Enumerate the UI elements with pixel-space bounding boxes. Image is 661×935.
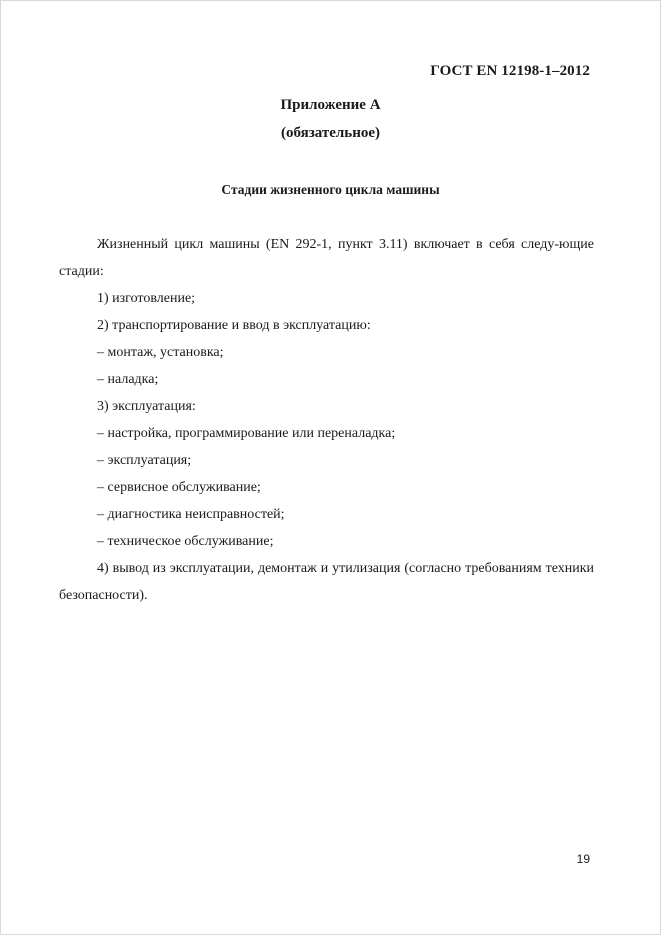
document-body [59, 231, 594, 609]
list-item: 2) транспортирование и ввод в эксплуатацию: [97, 318, 371, 333]
list-item: – наладка; [97, 372, 159, 387]
list-item: – эксплуатация; [97, 453, 192, 468]
document-code: ГОСТ EN 12198-1–2012 [430, 63, 590, 79]
list-item: 4) вывод из эксплуатации, демонтаж и утилизация (согласно требованиям техники безопасности). [59, 561, 594, 603]
appendix-status: (обязательное) [280, 125, 381, 141]
list-item: – монтаж, установка; [97, 345, 224, 360]
list-item: – настройка, программирование или переналадка; [97, 426, 396, 441]
list-item: 1) изготовление; [97, 291, 196, 306]
intro-paragraph: Жизненный цикл машины (EN 292-1, пункт 3.11) включает в себя следу-ющие стадии: [59, 237, 594, 279]
list-item: – сервисное обслуживание; [97, 480, 261, 495]
list-item: 3) эксплуатация: [97, 399, 196, 414]
section-title: Стадии жизненного цикла машины [221, 182, 440, 197]
appendix-title: Приложение А [280, 97, 381, 113]
stage-list [59, 285, 594, 609]
list-item: – диагностика неисправностей; [97, 507, 285, 522]
list-item: – техническое обслуживание; [97, 534, 274, 549]
page-number: 19 [576, 852, 590, 866]
